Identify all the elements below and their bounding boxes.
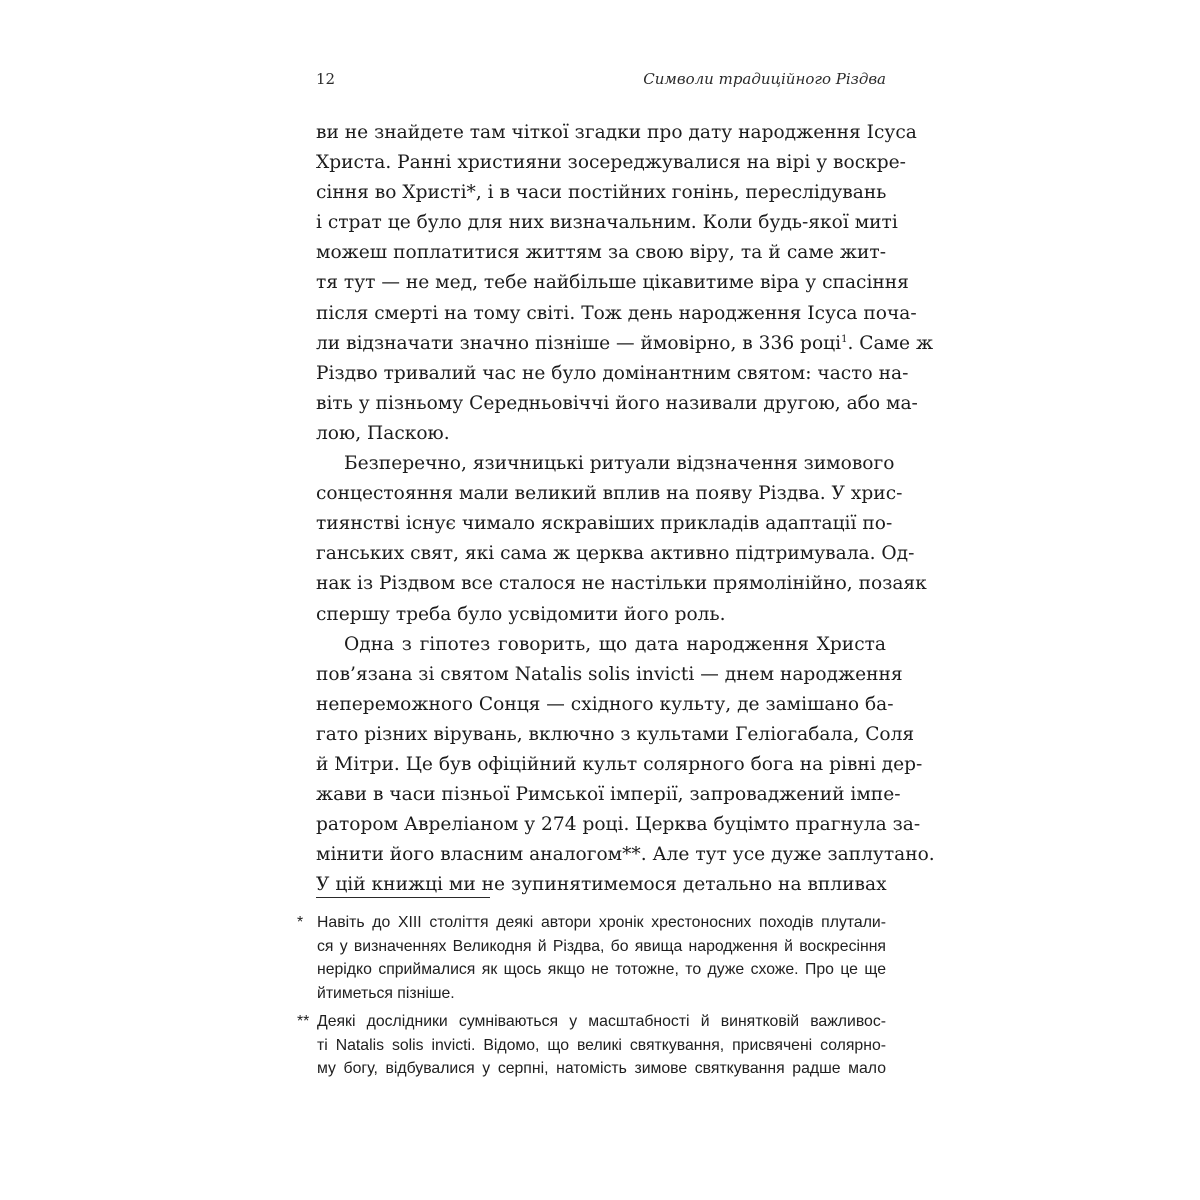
text-line: після смерті на тому світі. Тож день народження Ісуса поча- bbox=[316, 302, 917, 324]
text-line: лою, Паскою. bbox=[316, 422, 450, 444]
text-line: гато різних вірувань, включно з культами Геліогабала, Соля bbox=[316, 723, 915, 745]
text-line: Христа. Ранні християни зосереджувалися на вірі у воскре- bbox=[316, 152, 906, 174]
text-line: пов’язана зі святом Natalis solis invicti — днем народження bbox=[316, 663, 903, 685]
text-line: тиянстві існує чимало яскравіших прикладів адаптації по- bbox=[316, 513, 893, 535]
footnote-line: му богу, відбувалися у серпні, натомість зимове святкування радше мало bbox=[317, 1060, 886, 1077]
text-line: мінити його власним аналогом**. Але тут усе дуже заплутано. bbox=[316, 844, 935, 866]
footnote-divider bbox=[316, 897, 490, 898]
text-line: нак із Різдвом все сталося не настільки прямолінійно, позаяк bbox=[316, 573, 927, 595]
paragraph-start: Безперечно, язичницькі ритуали відзначення зимового bbox=[344, 453, 895, 475]
footnote-line: нерідко сприймалися як щось якщо не тотожне, то дуже схоже. Про це ще bbox=[317, 961, 886, 978]
text-line: У цій книжці ми не зупинятимемося детально на впливах bbox=[316, 874, 887, 896]
text-line: і страт це було для них визначальним. Коли будь-якої миті bbox=[316, 212, 898, 234]
footnote-mark: ** bbox=[297, 1013, 310, 1030]
footnote-line bbox=[297, 911, 886, 935]
text-line: ганських свят, які сама ж церква активно підтримувала. Од- bbox=[316, 543, 915, 565]
footnote-line: ся у визначеннях Великодня й Різдва, бо явища народження й воскресіння bbox=[317, 937, 886, 955]
text-line: спершу треба було усвідомити його роль. bbox=[316, 603, 726, 625]
text-line-with-footnote-ref bbox=[316, 329, 934, 359]
footnote-text: Навіть до XIII століття деякі автори хронік хрестоносних походів плутали- bbox=[317, 914, 886, 931]
text-fragment: . Саме ж bbox=[847, 332, 934, 354]
footnote-ref-1: 1 bbox=[841, 333, 848, 345]
footnote-mark: * bbox=[297, 914, 304, 931]
text-line: сіння во Христі*, і в часи постійних гонінь, переслідувань bbox=[316, 182, 887, 204]
text-line: непереможного Сонця — східного культу, де замішано ба- bbox=[316, 693, 894, 715]
footnote-line: ті Natalis solis invicti. Відомо, що великі святкування, присвячені солярно- bbox=[317, 1036, 886, 1054]
footnote-2 bbox=[297, 1010, 886, 1081]
footnote-1 bbox=[297, 911, 886, 1005]
footnote-line bbox=[297, 1010, 886, 1034]
page-header bbox=[316, 70, 886, 96]
text-line: ви не знайдете там чіткої згадки про дату народження Ісуса bbox=[316, 122, 917, 143]
text-line: й Мітри. Це був офіційний культ солярного бога на рівні дер- bbox=[316, 753, 923, 775]
text-line: віть у пізньому Середньовіччі його називали другою, або ма- bbox=[316, 392, 918, 414]
text-fragment: ли відзначати значно пізніше — ймовірно, в 336 році bbox=[316, 332, 842, 354]
text-line: ратором Авреліаном у 274 році. Церква буцімто прагнула за- bbox=[316, 814, 921, 836]
body-text bbox=[316, 118, 935, 900]
footnotes bbox=[297, 911, 886, 1086]
running-title: Символи традиційного Різдва bbox=[643, 70, 886, 88]
text-line: сонцестояння мали великий вплив на появу Різдва. У хрис- bbox=[316, 483, 903, 505]
paragraph-start: Одна з гіпотез говорить, що дата народження Христа bbox=[344, 633, 886, 655]
text-line: тя тут — не мед, тебе найбільше цікавитиме віра у спасіння bbox=[316, 272, 909, 294]
text-line: жави в часи пізньої Римської імперії, запроваджений імпе- bbox=[316, 784, 901, 806]
footnote-text: Деякі дослідники сумніваються у масштабності й винятковій важливос- bbox=[317, 1013, 886, 1030]
footnote-line: йтиметься пізніше. bbox=[317, 984, 455, 1002]
page-number: 12 bbox=[316, 70, 336, 88]
text-line: Різдво тривалий час не було домінантним святом: часто на- bbox=[316, 362, 909, 384]
text-line: можеш поплатитися життям за свою віру, та й саме жит- bbox=[316, 242, 886, 264]
